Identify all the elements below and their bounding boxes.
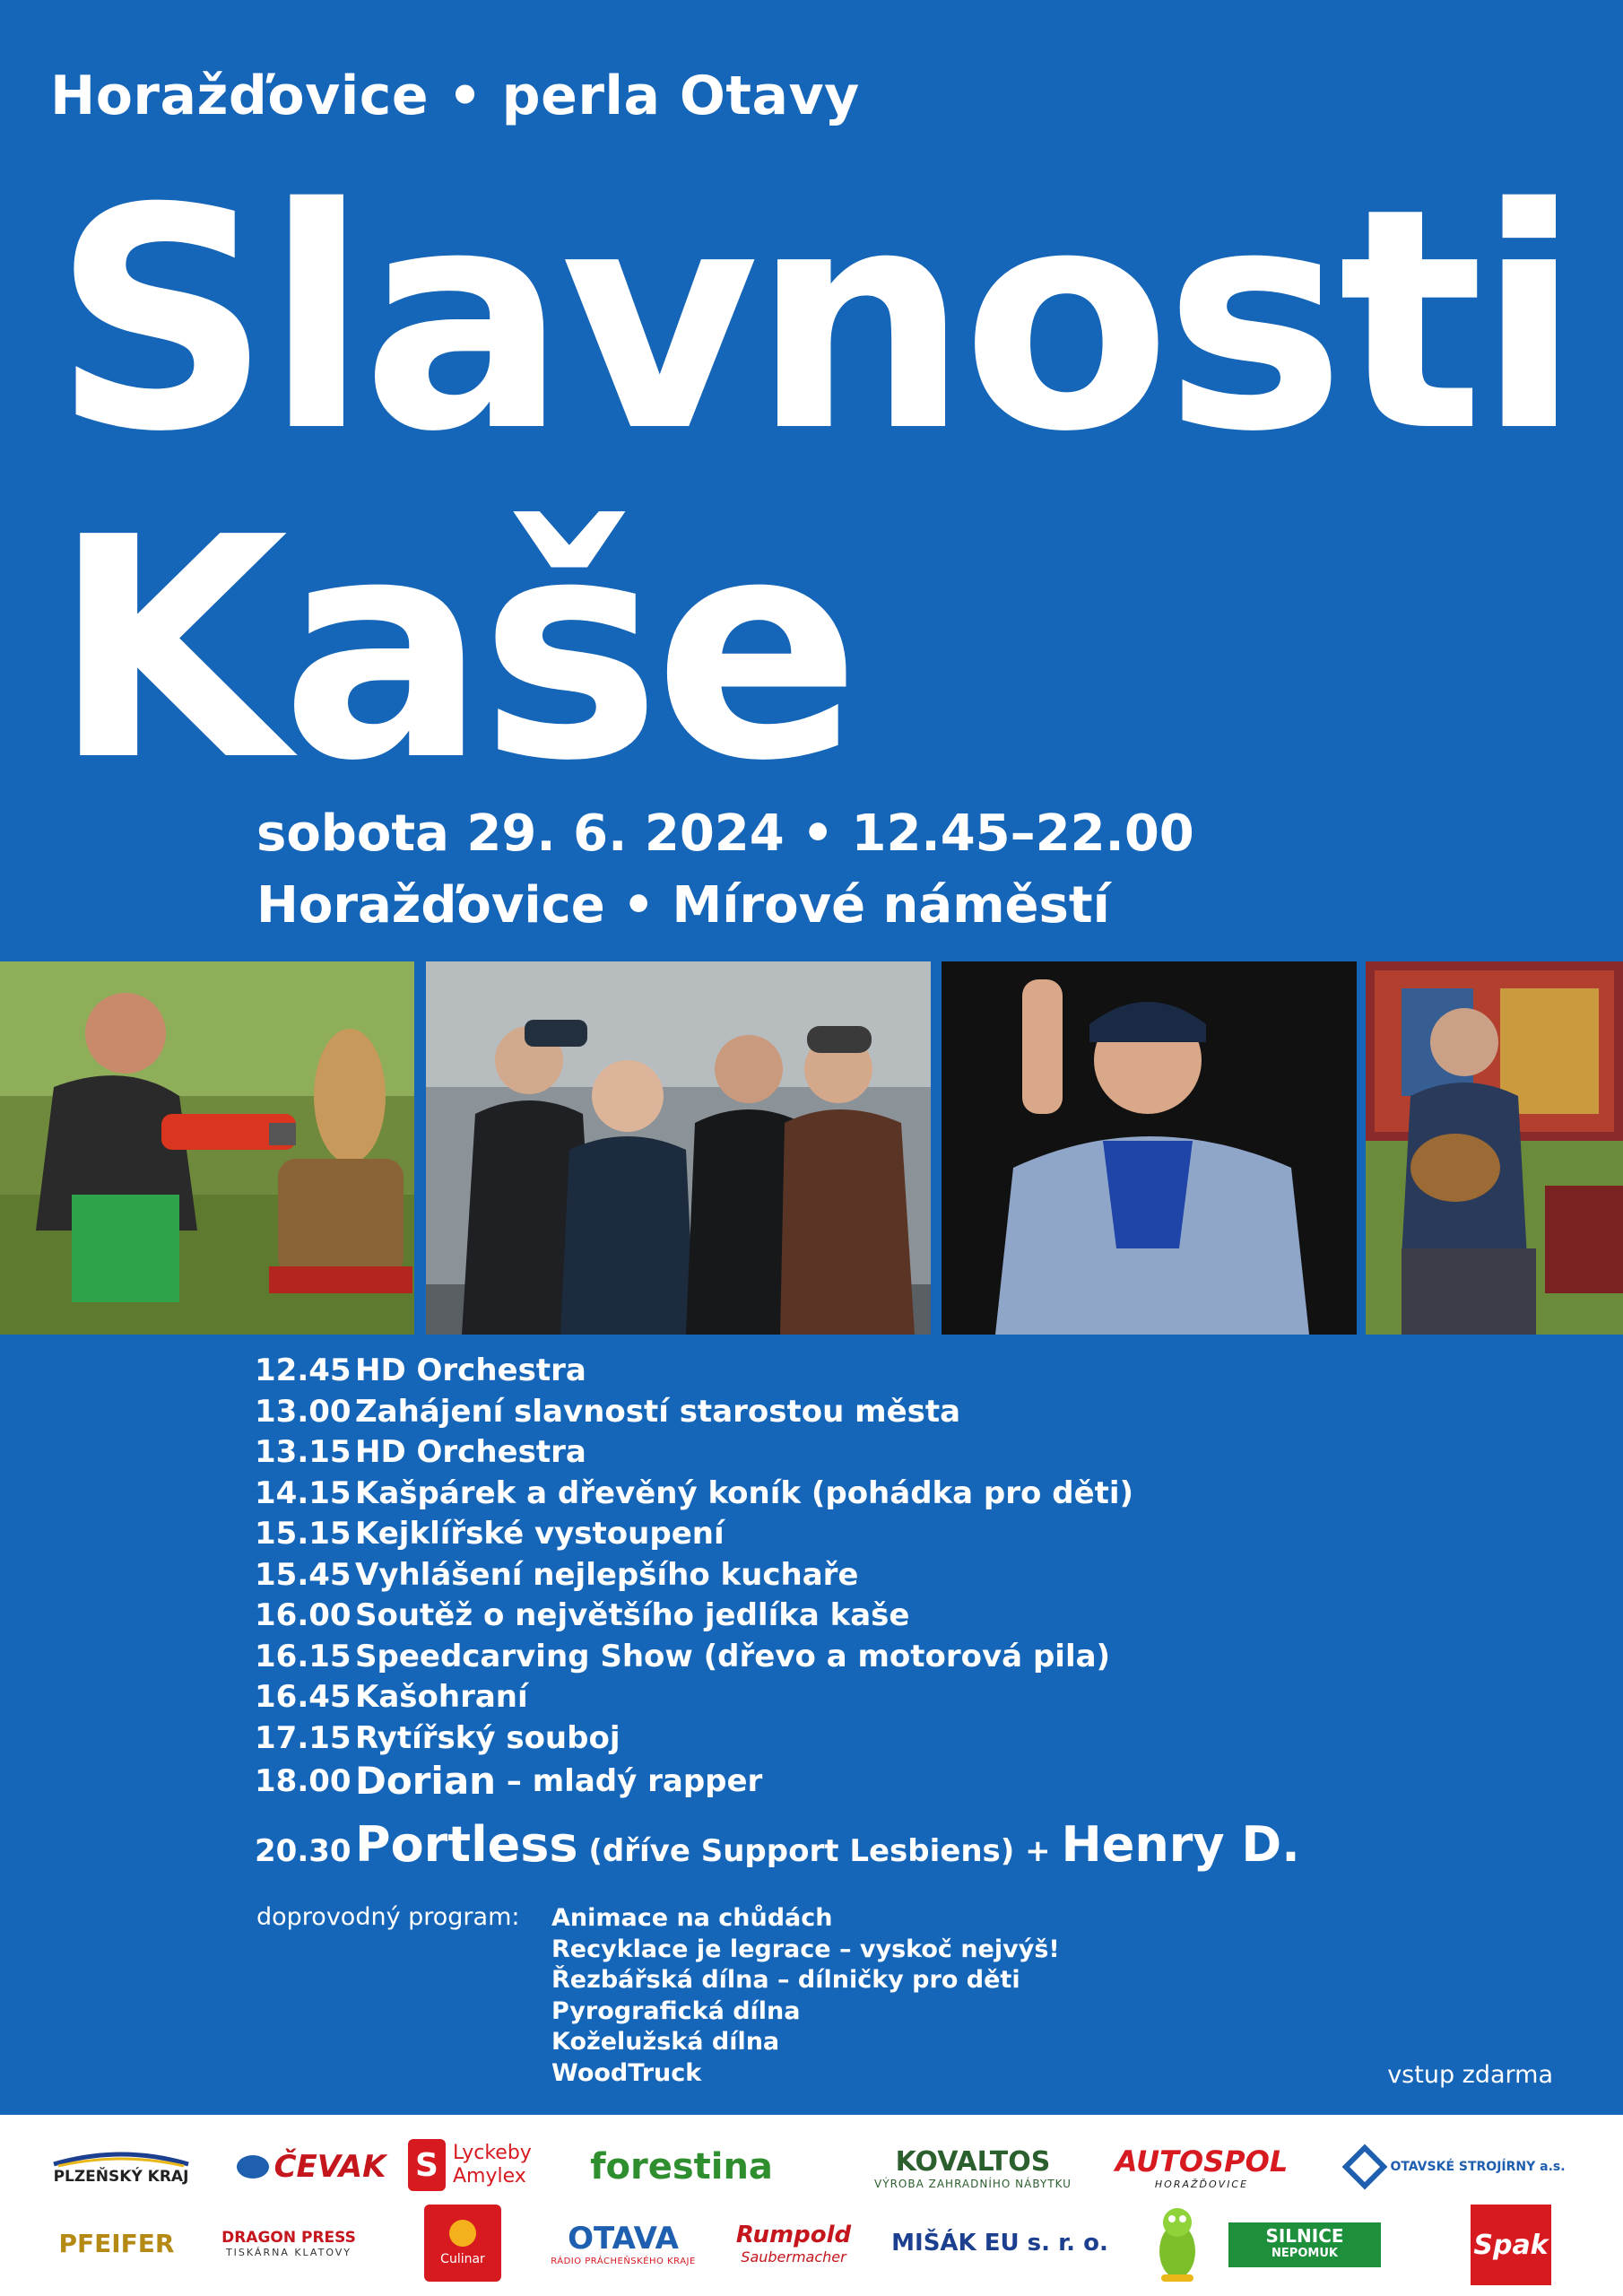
program-act: Kašohraní: [355, 1679, 528, 1715]
program-time: 18.00: [255, 1763, 352, 1799]
program-list: [255, 1351, 1300, 1887]
logo-cevak: ČEVAK: [235, 2147, 387, 2187]
performer-desc: – mladý rapper: [496, 1763, 763, 1799]
logo-autospol: AUTOSPOL HORAŽĎOVICE: [1115, 2144, 1289, 2190]
logo-misak-eu: MIŠÁK EU s. r. o.: [891, 2230, 1108, 2257]
program-row: [255, 1555, 1300, 1596]
program-row: [255, 1432, 1300, 1474]
program-row: [255, 1474, 1300, 1515]
program-row: [255, 1596, 1300, 1637]
program-time: 12.45: [255, 1352, 352, 1388]
event-date: sobota 29. 6. 2024 • 12.45–22.00: [256, 804, 1194, 863]
logo-plzensky-kraj: PLZEŇSKÝ KRAJ: [45, 2140, 197, 2194]
program-time: 16.15: [255, 1638, 352, 1674]
program-time: 15.15: [255, 1516, 352, 1552]
program-act: Kejklířské vystoupení: [355, 1516, 725, 1552]
side-program-item: Pyrografická dílna: [551, 1996, 801, 2025]
otavske-diamond-icon: [1342, 2144, 1388, 2190]
photo-band-portless: [426, 961, 931, 1335]
program-time: 17.15: [255, 1719, 352, 1756]
program-time: 15.45: [255, 1556, 352, 1593]
side-program-item: Koželužská dílna: [551, 2028, 780, 2056]
program-row: [255, 1637, 1300, 1678]
program-act: HD Orchestra: [355, 1352, 586, 1388]
headliner-plus: +: [1025, 1833, 1062, 1869]
program-time: 14.15: [255, 1474, 352, 1511]
program-act: Rytířský souboj: [355, 1719, 621, 1756]
program-time: 13.00: [255, 1393, 352, 1430]
side-program-item: Recyklace je legrace – vyskoč nejvýš!: [551, 1935, 1060, 1963]
program-time: 16.00: [255, 1597, 352, 1633]
program-act: Vyhlášení nejlepšího kuchaře: [355, 1556, 859, 1593]
program-row: [255, 1718, 1300, 1760]
logo-culinar: Culinar: [424, 2205, 501, 2282]
photo-musician: [1366, 961, 1623, 1335]
logo-forestina: forestina: [590, 2146, 773, 2187]
title-line-1: Slavnosti: [52, 144, 1575, 499]
photo-rapper-dorian: [942, 961, 1357, 1335]
program-act: Speedcarving Show (dřevo a motorová pila): [355, 1638, 1111, 1674]
photo-speedcarving: [0, 961, 414, 1335]
program-time: 13.15: [255, 1434, 352, 1470]
side-program-item: Řezbářská dílna – dílničky pro děti: [551, 1966, 1020, 1994]
side-program-item: WoodTruck: [551, 2058, 702, 2087]
side-program-item: Animace na chůdách: [551, 1904, 833, 1932]
logo-lyckeby: S Lyckeby Amylex: [408, 2136, 542, 2194]
program-row: [255, 1392, 1300, 1433]
crocodile-mascot-icon: [1146, 2205, 1209, 2285]
program-act: Kašpárek a dřevěný koník (pohádka pro děti): [355, 1474, 1134, 1511]
event-place: Horažďovice • Mírové náměstí: [256, 876, 1110, 935]
performer-name: Dorian: [355, 1759, 497, 1803]
logo-spak: Spak: [1471, 2205, 1551, 2285]
cevak-drop-icon: [237, 2155, 269, 2179]
program-row-dorian: [255, 1759, 1300, 1804]
culinar-circle-icon: [449, 2220, 476, 2247]
title-line-2: Kaše: [52, 473, 854, 828]
sponsor-logos: [0, 2115, 1623, 2296]
program-time: 20.30: [255, 1833, 352, 1869]
plzen-wave-icon: [49, 2148, 193, 2168]
program-act: HD Orchestra: [355, 1434, 586, 1470]
lyckeby-s-icon: S: [408, 2139, 446, 2191]
headliner-note: (dříve Support Lesbiens): [577, 1833, 1026, 1869]
logo-radio-otava: OTAVA RÁDIO PRÁCHEŇSKÉHO KRAJE: [551, 2220, 696, 2266]
photo-strip: [0, 961, 1623, 1335]
free-entry: vstup zdarma: [1387, 2061, 1553, 2089]
logo-silnice-nepomuk: SILNICE NEPOMUK: [1228, 2222, 1381, 2267]
tagline: Horažďovice • perla Otavy: [50, 65, 860, 127]
program-row: [255, 1514, 1300, 1555]
program-time: 16.45: [255, 1679, 352, 1715]
logo-pfeifer: PFEIFER: [58, 2228, 175, 2258]
program-row-headliner: [255, 1809, 1300, 1887]
program-act: Zahájení slavností starostou města: [355, 1393, 961, 1430]
program-row: [255, 1351, 1300, 1392]
guest-name: Henry D.: [1061, 1816, 1300, 1873]
headliner-name: Portless: [355, 1816, 578, 1873]
logo-otavske-strojirny: OTAVSKÉ STROJÍRNY a.s.: [1345, 2142, 1569, 2192]
program-act: Soutěž o největšího jedlíka kaše: [355, 1597, 910, 1633]
logo-rumpold: Rumpold Saubermacher: [735, 2221, 852, 2266]
side-program-label: doprovodný program:: [256, 1903, 520, 1931]
program-row: [255, 1677, 1300, 1718]
logo-dragon-press: DRAGON PRESS TISKÁRNA KLATOVY: [221, 2228, 356, 2258]
side-program-list: [551, 1903, 1060, 2089]
logo-kovaltos: KOVALTOS VÝROBA ZAHRADNÍHO NÁBYTKU: [874, 2145, 1072, 2190]
